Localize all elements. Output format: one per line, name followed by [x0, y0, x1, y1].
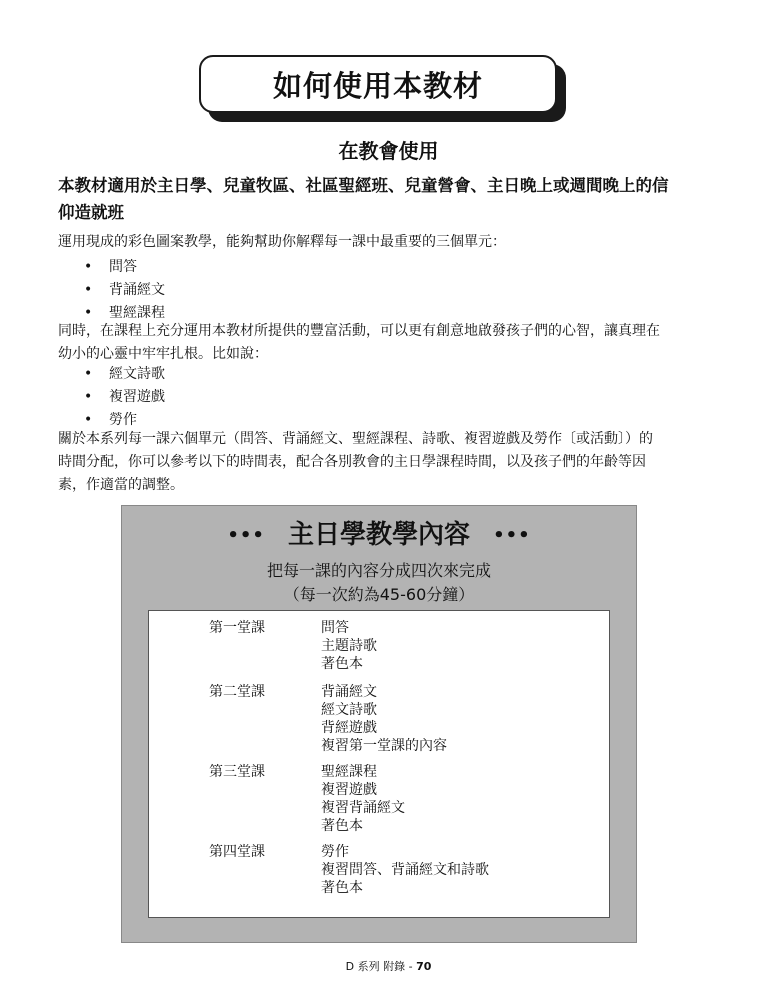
intro-paragraph	[58, 172, 718, 226]
intro-line: 仰造就班	[58, 203, 124, 222]
title-banner	[199, 55, 569, 125]
lesson-items: 勞作 複習問答、背誦經文和詩歌 著色本	[321, 844, 489, 896]
section-heading: 在教會使用	[338, 139, 439, 163]
dots-icon: •••	[493, 525, 531, 546]
lesson-label: 第一堂課	[209, 620, 265, 636]
bullet-icon: •	[84, 259, 93, 275]
schedule-duration: （每一次約為45-60分鐘）	[283, 585, 475, 604]
paragraph-activities: 同時，在課程上充分運用本教材所提供的豐富活動，可以更有創意地啟發孩子們的心智，讓真理在 幼小的心靈中牢牢扎根。比如說：	[58, 323, 660, 362]
footer-series: D 系列 附錄 -	[345, 960, 413, 973]
activities-list	[84, 363, 165, 432]
paragraph-units: 運用現成的彩色圖案教學，能夠幫助你解釋每一課中最重要的三個單元：	[58, 234, 506, 250]
lesson-items: 背誦經文 經文詩歌 背經遊戲 複習第一堂課的內容	[321, 684, 447, 754]
schedule-title: ••• 主日學教學內容 •••	[227, 520, 531, 550]
paragraph-schedule: 關於本系列每一課六個單元（問答、背誦經文、聖經課程、詩歌、複習遊戲及勞作〔或活動〕）的 時間分配，你可以參考以下的時間表，配合各別教會的主日學課程時間，以及孩子們的年齡等因 素，作適當的調整。	[58, 431, 653, 493]
list-item: • 複習遊戲	[84, 386, 165, 409]
lesson-items: 聖經課程 複習遊戲 複習背誦經文 著色本	[321, 764, 405, 834]
list-item: • 聖經課程	[84, 302, 165, 325]
bullet-icon: •	[84, 366, 93, 382]
bullet-icon: •	[84, 305, 93, 321]
dots-icon: •••	[227, 525, 265, 546]
list-item: • 勞作	[84, 409, 165, 432]
page-number: 70	[416, 960, 432, 973]
lesson-label: 第三堂課	[209, 764, 265, 780]
page-title: 如何使用本教材	[199, 55, 557, 113]
page-footer	[0, 958, 777, 974]
list-item: • 背誦經文	[84, 279, 165, 302]
schedule-subtitle: 把每一課的內容分成四次來完成	[266, 561, 491, 580]
schedule-box	[121, 505, 637, 943]
core-units-list	[84, 256, 165, 325]
bullet-icon: •	[84, 412, 93, 428]
lesson-table	[148, 610, 610, 918]
intro-line: 本教材適用於主日學、兒童牧區、社區聖經班、兒童營會、主日晚上或週間晚上的信	[58, 176, 669, 195]
list-item: • 經文詩歌	[84, 363, 165, 386]
lesson-label: 第二堂課	[209, 684, 265, 700]
list-item: • 問答	[84, 256, 165, 279]
bullet-icon: •	[84, 282, 93, 298]
lesson-items: 問答 主題詩歌 著色本	[321, 620, 377, 672]
bullet-icon: •	[84, 389, 93, 405]
lesson-label: 第四堂課	[209, 844, 265, 860]
